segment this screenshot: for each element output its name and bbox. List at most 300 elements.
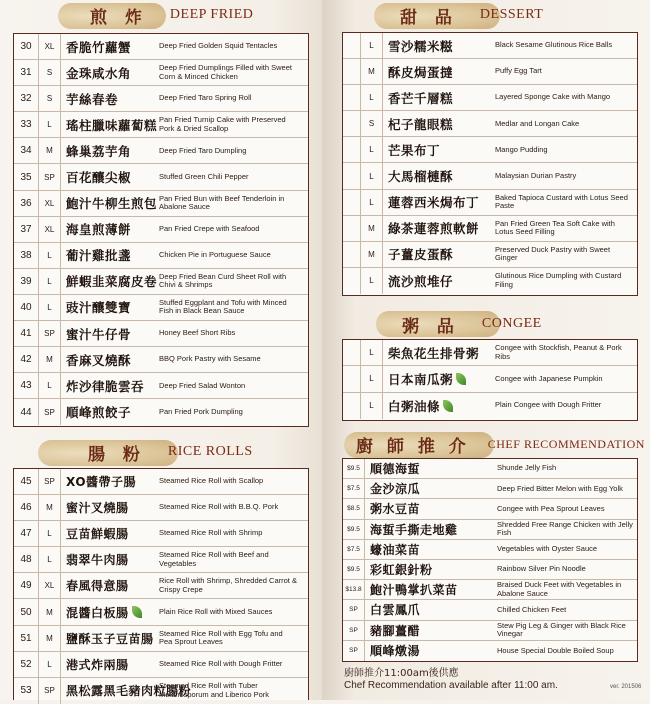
item-name-cell: [61, 351, 159, 369]
item-name-cell: [365, 541, 497, 558]
menu-row: [14, 269, 308, 295]
item-name-cn: 港式炸兩腸: [66, 657, 129, 672]
menu-row: [14, 678, 308, 704]
item-name-cn: 順峰燉湯: [370, 644, 421, 659]
item-price: $7.5: [343, 540, 365, 559]
menu-row: [343, 459, 637, 479]
menu-row: [343, 540, 637, 560]
item-name-cell: [61, 246, 159, 264]
item-name-cell: [61, 551, 159, 568]
item-number: 46: [14, 495, 39, 520]
vegetarian-leaf-icon: [456, 373, 466, 385]
menu-row: [14, 521, 308, 547]
item-size: L: [39, 269, 61, 294]
item-name-en: Congee with Stockfish, Peanut & Pork Ribs: [495, 343, 622, 361]
item-size: XL: [39, 34, 61, 59]
item-name-cn: 香脆竹蘿蟹: [66, 39, 132, 55]
item-size: L: [361, 268, 383, 294]
item-size: L: [39, 295, 61, 320]
item-size: L: [361, 366, 383, 391]
menu-row: [14, 652, 308, 678]
item-name-en: Deep Fried Golden Squid Tentacles: [159, 41, 278, 51]
item-number: 34: [14, 138, 39, 163]
item-name-en: Pan Fried Green Tea Soft Cake with Lotus Seed Filling: [495, 218, 615, 237]
item-name-cn: 酥皮焗蛋撻: [388, 64, 454, 80]
item-number: 37: [14, 217, 39, 242]
item-name-cn: 金珠咸水角: [66, 65, 132, 81]
item-name-en: Steamed Rice Roll with Beef and Vegetables: [159, 550, 269, 568]
item-number: 39: [14, 269, 39, 294]
menu-row: [343, 242, 637, 268]
menu-row: [14, 321, 308, 347]
row-spacer: [343, 216, 361, 241]
item-size: M: [361, 242, 383, 267]
menu-row: [14, 138, 308, 164]
menu-row: [14, 60, 308, 86]
menu-row: [14, 373, 308, 399]
footer-en: Chef Recommendation available after 11:00 am.: [344, 680, 558, 691]
item-name-cn: 順德海蜇: [370, 462, 421, 477]
deep-fried-table: [13, 33, 309, 427]
item-name-cell: [365, 500, 497, 517]
menu-row: [14, 599, 308, 625]
item-name-cell: [383, 167, 495, 185]
menu-row: [343, 340, 637, 366]
item-name-en: Stuffed Green Chili Pepper: [159, 171, 249, 181]
item-name-cn: 豆苗鮮蝦腸: [66, 527, 129, 542]
item-name-en: House Special Double Boiled Soup: [497, 645, 614, 655]
item-size: S: [39, 86, 61, 111]
item-size: S: [361, 111, 383, 136]
section-heading-dessert: [400, 2, 543, 28]
menu-row: [343, 268, 637, 294]
item-name-en: Chicken Pie in Portuguese Sauce: [159, 250, 271, 260]
section-heading-congee: [402, 311, 542, 337]
item-name-en: Deep Fried Dumplings Filled with Sweet Corn & Minced Chicken: [159, 63, 292, 81]
item-name-cell: [61, 220, 159, 238]
menu-row: [343, 137, 637, 163]
item-number: 32: [14, 86, 39, 111]
section-heading-rice-rolls: [88, 439, 253, 465]
menu-row: [14, 295, 308, 321]
item-size: M: [39, 599, 61, 624]
item-name-cn: 豉汁釀雙寶: [66, 300, 132, 316]
item-size: XL: [39, 573, 61, 598]
item-price: $9.5: [343, 560, 365, 579]
item-name-cn: 混醬白板腸: [66, 605, 129, 620]
menu-row: [343, 393, 637, 419]
item-number: 41: [14, 321, 39, 346]
row-spacer: [343, 137, 361, 162]
item-name-cell: [61, 64, 159, 82]
item-number: 51: [14, 626, 39, 651]
item-name-cn: 豬腳薑醋: [370, 623, 421, 638]
item-number: 33: [14, 112, 39, 137]
item-name-cn: 白粥油條: [388, 398, 441, 414]
item-name-cell: [383, 63, 495, 81]
item-number: 38: [14, 243, 39, 268]
heading-en: DEEP FRIED: [169, 7, 254, 22]
menu-row: [343, 190, 637, 216]
item-size: L: [39, 373, 61, 398]
right-page: [322, 0, 650, 700]
item-number: 47: [14, 521, 39, 546]
item-name-en: Steamed Rice Roll with Shrimp: [159, 528, 263, 538]
item-name-en: Steamed Rice Roll with B.B.Q. Pork: [159, 502, 279, 512]
item-name-cn: 蠔油菜苗: [370, 542, 421, 557]
item-name-cell: [383, 370, 495, 388]
heading-en: CONGEE: [481, 316, 542, 331]
item-size: L: [361, 33, 383, 58]
item-name-cell: [61, 630, 159, 647]
item-name-en: Black Sesame Glutinous Rice Balls: [495, 40, 613, 50]
item-size: L: [39, 547, 61, 572]
item-name-en: Pan Fried Bun with Beef Tenderloin in Abalone Sauce: [159, 193, 285, 212]
item-name-cn: 鮑汁牛柳生煎包: [66, 196, 158, 212]
heading-en: DESSERT: [479, 7, 544, 22]
item-name-cn: 鮮蝦韭菜腐皮卷: [66, 274, 158, 290]
item-name-cn: 杞子龍眼糕: [388, 116, 454, 132]
item-number: 43: [14, 373, 39, 398]
item-size: M: [39, 347, 61, 372]
row-spacer: [343, 340, 361, 365]
item-size: S: [39, 60, 61, 85]
item-size: L: [39, 652, 61, 677]
footer-cn: 廚師推介11:00am後供應: [344, 668, 459, 679]
menu-row: [14, 217, 308, 243]
item-name-cn: 彩虹銀針粉: [370, 563, 433, 578]
item-name-cell: [365, 601, 497, 618]
item-name-en: Puffy Egg Tart: [495, 66, 542, 76]
menu-row: [14, 469, 308, 495]
item-number: 52: [14, 652, 39, 677]
item-price: SP: [343, 641, 365, 661]
item-name-en: Plain Congee with Dough Fritter: [495, 400, 602, 410]
item-name-cell: [383, 219, 495, 237]
item-name-cn: 香芒千層糕: [388, 90, 454, 106]
item-name-cn: 順峰煎餃子: [66, 405, 132, 421]
menu-row: [343, 641, 637, 661]
item-size: SP: [39, 678, 61, 704]
item-number: 42: [14, 347, 39, 372]
item-number: 31: [14, 60, 39, 85]
vegetarian-leaf-icon: [132, 606, 142, 618]
section-heading-deep-fried: [90, 2, 253, 28]
menu-row: [343, 600, 637, 620]
item-name-en: Steamed Rice Roll with Tuber Melanosporum and Liberico Pork: [159, 681, 270, 699]
item-size: M: [361, 216, 383, 241]
item-name-en: Shunde Jelly Fish: [497, 463, 557, 473]
item-name-cn: 蜜汁叉燒腸: [66, 501, 129, 516]
item-name-cell: [61, 604, 159, 621]
item-name-cell: [365, 521, 497, 538]
item-name-cn: 黑松露黑毛豬肉粒腸粉: [66, 684, 192, 699]
heading-cn: 粥 品: [402, 316, 460, 337]
item-name-cn: 日本南瓜粥: [388, 371, 454, 387]
item-price: $9.5: [343, 459, 365, 478]
vegetarian-leaf-icon: [443, 400, 453, 412]
menu-row: [14, 399, 308, 425]
item-name-cell: [365, 622, 497, 639]
item-number: 44: [14, 399, 39, 425]
row-spacer: [343, 393, 361, 419]
item-name-cell: [383, 37, 495, 55]
item-name-en: Layered Sponge Cake with Mango: [495, 92, 611, 102]
item-name-en: Pan Fried Turnip Cake with Preserved Pork & Dried Scallop: [159, 115, 286, 133]
item-size: XL: [39, 217, 61, 242]
item-name-cn: 翡翠牛肉腸: [66, 553, 129, 568]
item-price: $9.5: [343, 520, 365, 539]
item-name-cell: [61, 682, 192, 699]
item-number: 49: [14, 573, 39, 598]
item-name-cn: 雪沙糯米糍: [388, 38, 454, 54]
item-size: SP: [39, 321, 61, 346]
item-name-cell: [61, 168, 159, 186]
row-spacer: [343, 33, 361, 58]
item-name-cn: 海皇煎薄餅: [66, 222, 132, 238]
item-name-cn: XO醬帶子腸: [66, 475, 137, 490]
item-name-cell: [61, 499, 159, 516]
menu-row: [343, 560, 637, 580]
item-size: SP: [39, 399, 61, 425]
menu-row: [343, 366, 637, 392]
item-name-en: Congee with Pea Sprout Leaves: [497, 503, 605, 513]
heading-en: CHEF RECOMMENDATION: [487, 436, 645, 451]
item-name-cn: 子薑皮蛋酥: [388, 247, 454, 263]
item-name-cell: [61, 473, 159, 490]
item-price: $8.5: [343, 499, 365, 518]
item-name-en: Pan Fried Pork Dumpling: [159, 407, 243, 417]
item-name-cell: [61, 325, 159, 343]
rice-rolls-table: [13, 468, 309, 700]
item-name-cn: 白雲鳳爪: [370, 603, 421, 618]
menu-row: [343, 621, 637, 641]
item-name-cn: 百花釀尖椒: [66, 170, 132, 186]
menu-row: [343, 216, 637, 242]
heading-cn: 腸 粉: [88, 444, 146, 465]
item-size: SP: [39, 469, 61, 494]
left-page: [0, 0, 322, 700]
item-name-en: Deep Fried Taro Dumpling: [159, 145, 247, 155]
menu-row: [343, 33, 637, 59]
item-name-cell: [61, 525, 159, 542]
row-spacer: [343, 190, 361, 215]
menu-row: [14, 191, 308, 217]
menu-row: [14, 347, 308, 373]
item-name-cell: [61, 377, 159, 395]
item-name-cell: [383, 115, 495, 133]
menu-row: [14, 547, 308, 573]
item-name-cn: 金沙涼瓜: [370, 482, 421, 497]
item-name-en: Deep Fried Salad Wonton: [159, 380, 246, 390]
item-name-cell: [365, 642, 497, 659]
item-size: L: [361, 340, 383, 365]
item-name-cn: 綠茶蓮蓉煎軟餅: [388, 221, 480, 237]
item-name-en: Plain Rice Roll with Mixed Sauces: [159, 606, 273, 616]
item-name-en: Deep Fried Taro Spring Roll: [159, 93, 252, 103]
item-name-cn: 瑤柱臘味蘿蔔糕: [66, 117, 158, 133]
item-name-cn: 炸沙律脆雲吞: [66, 378, 145, 394]
item-price: $13.8: [343, 580, 365, 599]
item-name-en: Stew Pig Leg & Ginger with Black Rice Vinegar: [497, 620, 626, 639]
item-name-en: Baked Tapioca Custard with Lotus Seed Paste: [495, 192, 628, 211]
item-name-cn: 蜜汁牛仔骨: [66, 326, 132, 342]
item-name-cn: 流沙煎堆仔: [388, 273, 454, 289]
item-name-en: Chilled Chicken Feet: [497, 604, 567, 614]
item-name-cn: 香麻叉燒酥: [66, 352, 132, 368]
section-heading-chef: [356, 431, 645, 457]
item-name-cell: [61, 298, 159, 316]
item-size: M: [39, 495, 61, 520]
item-size: L: [361, 137, 383, 162]
item-name-en: Rainbow Silver Pin Noodle: [497, 564, 586, 574]
item-name-en: Steamed Rice Roll with Scallop: [159, 476, 264, 486]
item-name-en: Medlar and Longan Cake: [495, 118, 580, 128]
item-name-en: Steamed Rice Roll with Egg Tofu and Pea Sprout Leaves: [159, 628, 283, 647]
item-number: 30: [14, 34, 39, 59]
version-label: ver. 201506: [610, 684, 642, 690]
item-name-cell: [61, 90, 159, 108]
row-spacer: [343, 268, 361, 294]
menu-row: [343, 163, 637, 189]
item-name-en: Stuffed Eggplant and Tofu with Minced Fish in Black Bean Sauce: [159, 297, 287, 316]
item-size: L: [361, 393, 383, 419]
item-name-cell: [61, 272, 159, 290]
item-name-cn: 葡汁雞批盞: [66, 248, 132, 264]
item-name-en: Malaysian Durian Pastry: [495, 170, 577, 180]
menu-row: [343, 85, 637, 111]
item-size: L: [361, 190, 383, 215]
item-name-en: Braised Duck Feet with Vegetables in Abalone Sauce: [497, 580, 622, 598]
item-name-en: Deep Fried Bean Curd Sheet Roll with Chivi & Shrimps: [159, 271, 287, 290]
item-size: M: [39, 626, 61, 651]
item-price: $7.5: [343, 479, 365, 498]
item-number: 50: [14, 599, 39, 624]
menu-row: [14, 626, 308, 652]
item-name-cn: 粥水豆苗: [370, 502, 421, 517]
item-name-cell: [61, 116, 159, 134]
item-name-cn: 春風得意腸: [66, 579, 129, 594]
menu-row: [14, 164, 308, 190]
item-name-cell: [61, 656, 159, 673]
item-name-cell: [365, 581, 497, 598]
row-spacer: [343, 242, 361, 267]
item-size: L: [361, 85, 383, 110]
row-spacer: [343, 59, 361, 84]
item-name-cn: 柴魚花生排骨粥: [388, 345, 480, 361]
item-name-en: Preserved Duck Pastry with Sweet Ginger: [495, 244, 611, 263]
item-name-cell: [383, 397, 495, 415]
item-name-cell: [383, 245, 495, 263]
item-name-cell: [383, 272, 495, 290]
dessert-table: [342, 32, 638, 296]
item-name-en: Steamed Rice Roll with Dough Fritter: [159, 658, 283, 668]
menu-row: [14, 112, 308, 138]
item-name-cell: [383, 193, 495, 211]
menu-row: [14, 86, 308, 112]
item-name-en: Vegetables with Oyster Sauce: [497, 544, 598, 554]
row-spacer: [343, 163, 361, 188]
item-size: L: [39, 243, 61, 268]
item-name-cell: [61, 194, 159, 212]
item-size: M: [361, 59, 383, 84]
congee-table: [342, 339, 638, 421]
item-name-cell: [383, 344, 495, 362]
heading-cn: 煎 炸: [90, 7, 148, 28]
item-name-en: Glutinous Rice Dumpling with Custard Filing: [495, 271, 622, 289]
menu-row: [343, 59, 637, 85]
item-name-cn: 海蜇手撕走地雞: [370, 522, 458, 537]
item-name-cell: [61, 577, 159, 594]
row-spacer: [343, 366, 361, 391]
item-name-cell: [365, 480, 497, 497]
item-name-cn: 鹽酥玉子豆苗腸: [66, 631, 154, 646]
item-name-cn: 蜂巢荔芋角: [66, 143, 132, 159]
item-number: 48: [14, 547, 39, 572]
menu-row: [14, 243, 308, 269]
item-name-cn: 鮑汁鴨掌扒菜苗: [370, 583, 458, 598]
heading-cn: 廚 師 推 介: [356, 436, 470, 457]
row-spacer: [343, 85, 361, 110]
item-name-cn: 蓮蓉西米焗布丁: [388, 195, 480, 211]
row-spacer: [343, 111, 361, 136]
item-number: 35: [14, 164, 39, 189]
item-number: 45: [14, 469, 39, 494]
item-size: L: [39, 521, 61, 546]
menu-row: [343, 479, 637, 499]
item-name-en: Pan Fried Crepe with Seafood: [159, 223, 260, 233]
menu-row: [14, 573, 308, 599]
menu-row: [343, 520, 637, 540]
item-name-cell: [61, 38, 159, 56]
item-name-cell: [61, 142, 159, 160]
item-name-en: Honey Beef Short Ribs: [159, 328, 236, 338]
chef-table: [342, 458, 638, 662]
menu-row: [14, 34, 308, 60]
item-name-cell: [61, 403, 159, 421]
item-size: M: [39, 138, 61, 163]
item-number: 40: [14, 295, 39, 320]
item-name-en: Deep Fried Bitter Melon with Egg Yolk: [497, 483, 623, 493]
item-size: L: [39, 112, 61, 137]
item-name-en: Rice Roll with Shrimp, Shredded Carrot & Crispy Crepe: [159, 576, 297, 594]
item-name-cell: [383, 141, 495, 159]
item-name-cell: [365, 460, 497, 477]
heading-cn: 甜 品: [400, 7, 458, 28]
item-name-cn: 芒果布丁: [388, 142, 441, 158]
item-price: SP: [343, 600, 365, 619]
item-number: 53: [14, 678, 39, 704]
menu-row: [14, 495, 308, 521]
item-name-cell: [383, 89, 495, 107]
item-price: SP: [343, 621, 365, 640]
heading-en: RICE ROLLS: [167, 444, 253, 459]
item-size: SP: [39, 164, 61, 189]
item-name-en: Congee with Japanese Pumpkin: [495, 373, 603, 383]
item-name-cn: 大馬榴槤酥: [388, 169, 454, 185]
menu-row: [343, 580, 637, 600]
item-name-cell: [365, 561, 497, 578]
item-size: XL: [39, 191, 61, 216]
menu-row: [343, 111, 637, 137]
item-number: 36: [14, 191, 39, 216]
item-name-en: Shredded Free Range Chicken with Jelly Fish: [497, 519, 633, 538]
item-name-en: BBQ Pork Pastry with Sesame: [159, 354, 261, 364]
menu-row: [343, 499, 637, 519]
item-name-en: Mango Pudding: [495, 144, 548, 154]
item-name-cn: 芋絲春卷: [66, 91, 119, 107]
item-size: L: [361, 163, 383, 188]
